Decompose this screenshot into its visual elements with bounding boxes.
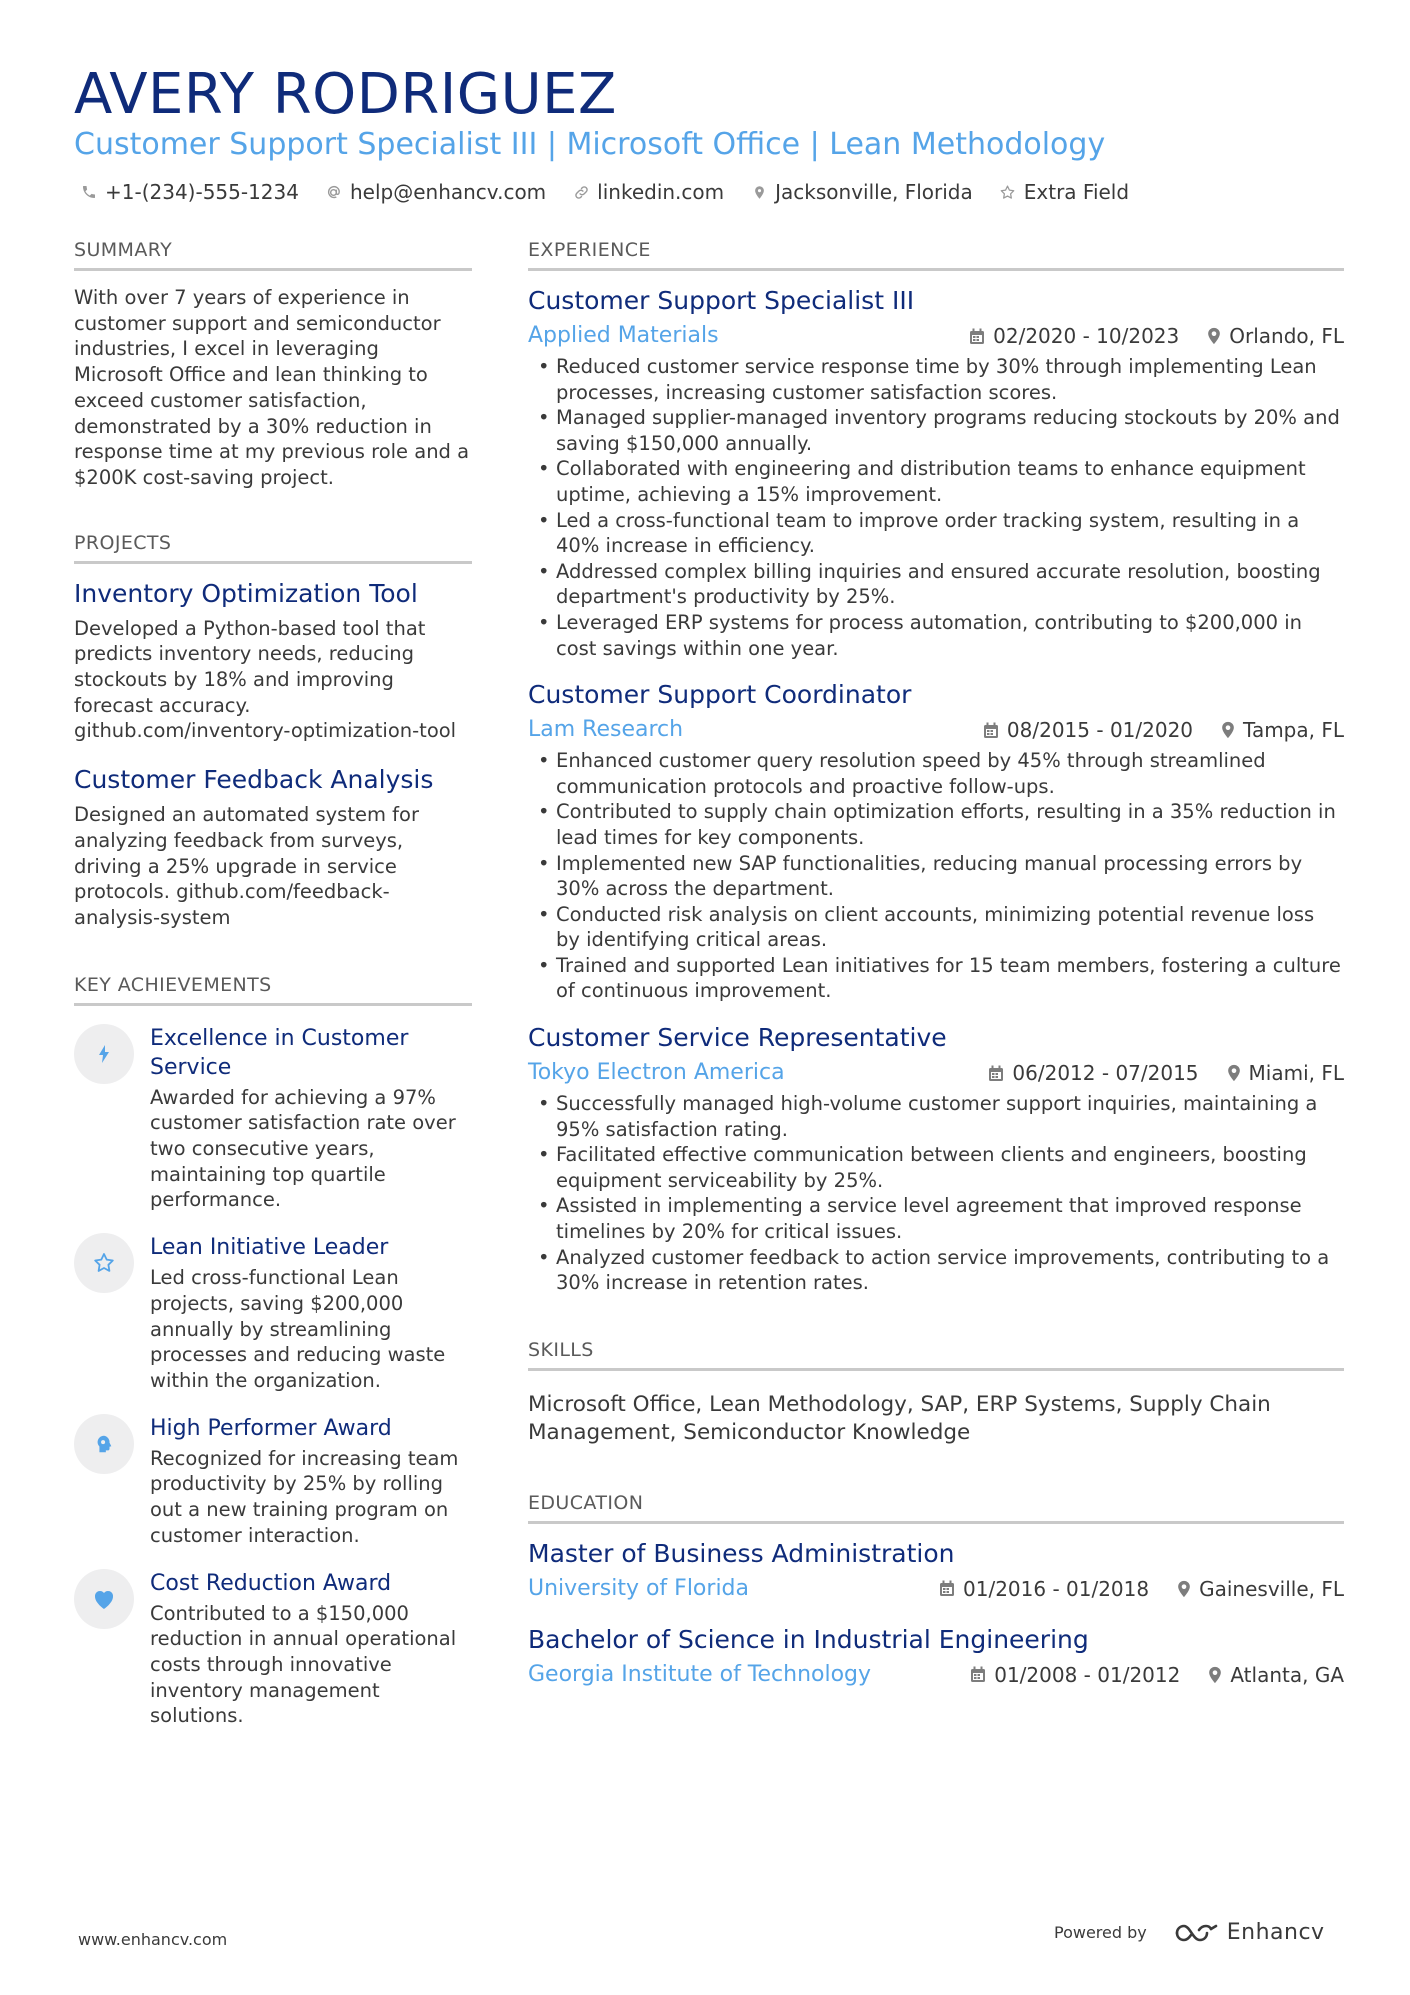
candidate-headline: Customer Support Specialist III | Microsoft Office | Lean Methodology xyxy=(74,127,1106,162)
contact-email-text: help@enhancv.com xyxy=(349,180,547,204)
location-icon xyxy=(1207,327,1221,345)
phone-icon xyxy=(80,183,98,201)
bolt-icon xyxy=(74,1024,134,1084)
calendar-icon xyxy=(969,328,985,345)
education-section xyxy=(528,1489,1344,1690)
contact-phone[interactable] xyxy=(80,178,299,206)
contact-location-text: Jacksonville, Florida xyxy=(775,180,973,204)
experience-section xyxy=(528,236,1344,1296)
achievement-desc: Contributed to a $150,000 reduction in annual operational costs through innovative inventory management solutions. xyxy=(150,1601,457,1728)
projects-heading: PROJECTS xyxy=(74,529,472,564)
location-icon xyxy=(1208,1666,1222,1684)
achievement-desc: Recognized for increasing team productivity by 25% by rolling out a new training program on customer interaction. xyxy=(150,1446,459,1547)
education-location: Atlanta, GA xyxy=(1230,1662,1344,1687)
job-title: Customer Support Specialist III xyxy=(528,286,915,315)
achievement-item xyxy=(74,1024,472,1214)
achievement-desc: Led cross-functional Lean projects, saving $200,000 annually by streamlining processes and reducing waste within the organization. xyxy=(150,1266,446,1392)
job-bullet: • Analyzed customer feedback to action service improvements, contributing to a 30% increase in retention rates. xyxy=(528,1245,1344,1296)
job-dates: 02/2020 - 10/2023 xyxy=(993,324,1180,348)
job-bullet: • Collaborated with engineering and distribution teams to enhance equipment uptime, achieving a 15% improvement. xyxy=(528,456,1344,507)
job-bullet: • Addressed complex billing inquiries and ensured accurate resolution, boosting department's productivity by 25%. xyxy=(528,559,1344,610)
skills-section xyxy=(528,1336,1344,1447)
job-bullet: • Conducted risk analysis on client accounts, minimizing potential revenue loss by identifying critical areas. xyxy=(528,902,1344,953)
job-title: Customer Support Coordinator xyxy=(528,680,912,710)
job-bullet: • Led a cross-functional team to improve order tracking system, resulting in a 40% increase in efficiency. xyxy=(528,508,1344,559)
job-bullet: • Enhanced customer query resolution speed by 45% through streamlined communication protocols and proactive follow-ups. xyxy=(528,748,1344,799)
achievement-desc: Awarded for achieving a 97% customer satisfaction rate over two consecutive years, maintaining top quartile performance. xyxy=(150,1085,456,1212)
job-title: Customer Service Representative xyxy=(528,1023,947,1053)
location-icon xyxy=(1221,721,1235,739)
footer-website[interactable]: www.enhancv.com xyxy=(78,1930,228,1949)
job-bullets xyxy=(528,748,1344,1004)
achievement-title: Cost Reduction Award xyxy=(150,1570,392,1596)
location-icon xyxy=(1227,1064,1241,1082)
project-desc: Designed an automated system for analyzing feedback from surveys, driving a 25% upgrade in service protocols. github.com/feedback-analysis-system xyxy=(74,803,419,929)
job-bullet: • Assisted in implementing a service level agreement that improved response timelines by 20% for critical issues. xyxy=(528,1193,1344,1244)
contact-linkedin-text: linkedin.com xyxy=(597,180,725,204)
right-column xyxy=(528,236,1344,1690)
education-dates: 01/2008 - 01/2012 xyxy=(994,1662,1181,1687)
education-dates: 01/2016 - 01/2018 xyxy=(963,1576,1150,1601)
contact-location xyxy=(750,178,973,206)
location-icon xyxy=(750,183,768,201)
project-item xyxy=(74,578,472,745)
achievement-title: Lean Initiative Leader xyxy=(150,1235,389,1261)
brand-name: Enhancv xyxy=(1226,1920,1325,1945)
job-bullet: • Contributed to supply chain optimization efforts, resulting in a 35% reduction in lead times for key components. xyxy=(528,799,1344,850)
achievement-title: High Performer Award xyxy=(150,1415,392,1441)
skills-heading: SKILLS xyxy=(528,1336,1344,1371)
company-name: Tokyo Electron America xyxy=(528,1060,785,1086)
job-bullet: • Managed supplier-managed inventory programs reducing stockouts by 20% and saving $150,000 annually. xyxy=(528,405,1344,456)
heart-icon xyxy=(74,1569,134,1629)
footer-branding xyxy=(1054,1920,1325,1945)
job-bullets xyxy=(528,1091,1344,1296)
achievement-item xyxy=(74,1569,472,1730)
contact-extra-text: Extra Field xyxy=(1023,180,1130,204)
company-name: Lam Research xyxy=(528,717,684,743)
calendar-icon xyxy=(983,722,999,739)
candidate-name: AVERY RODRIGUEZ xyxy=(74,62,617,127)
school-name: University of Florida xyxy=(528,1575,749,1601)
star-icon xyxy=(999,183,1017,201)
achievements-section xyxy=(74,971,472,1729)
achievement-item xyxy=(74,1233,472,1394)
achievements-heading: KEY ACHIEVEMENTS xyxy=(74,971,472,1006)
summary-heading: SUMMARY xyxy=(74,236,472,271)
contact-bar xyxy=(80,178,1129,206)
summary-section xyxy=(74,236,472,491)
enhancv-logo[interactable] xyxy=(1173,1920,1325,1945)
education-heading: EDUCATION xyxy=(528,1489,1344,1524)
job-bullets xyxy=(528,354,1344,661)
job-location: Orlando, FL xyxy=(1229,324,1344,348)
education-location: Gainesville, FL xyxy=(1199,1576,1344,1601)
job-bullet: • Trained and supported Lean initiatives for 15 team members, fostering a culture of continuous improvement. xyxy=(528,953,1344,1004)
at-icon xyxy=(325,183,343,201)
contact-phone-text: +1-(234)-555-1234 xyxy=(105,180,299,204)
achievement-title: Excellence in Customer Service xyxy=(150,1025,409,1080)
powered-by-text: Powered by xyxy=(1054,1923,1147,1942)
experience-heading: EXPERIENCE xyxy=(528,236,1344,271)
contact-email[interactable] xyxy=(325,178,546,206)
location-icon xyxy=(1177,1580,1191,1598)
project-title: Customer Feedback Analysis xyxy=(74,765,434,795)
head-icon xyxy=(74,1414,134,1474)
job-bullet: • Facilitated effective communication between clients and engineers, boosting equipment serviceability by 25%. xyxy=(528,1142,1344,1193)
job-dates: 08/2015 - 01/2020 xyxy=(1006,718,1194,743)
school-name: Georgia Institute of Technology xyxy=(528,1661,872,1687)
degree-title: Master of Business Administration xyxy=(528,1538,955,1568)
job-bullet: • Reduced customer service response time by 30% through implementing Lean processes, increasing customer satisfaction scores. xyxy=(528,354,1344,405)
contact-extra xyxy=(999,178,1129,206)
job-entry xyxy=(528,285,1344,661)
job-bullet: • Implemented new SAP functionalities, reducing manual processing errors by 30% across the department. xyxy=(528,851,1344,902)
achievement-item xyxy=(74,1414,472,1549)
job-location: Miami, FL xyxy=(1248,1061,1344,1086)
job-entry xyxy=(528,679,1344,1004)
job-bullet: • Successfully managed high-volume customer support inquiries, maintaining a 95% satisfaction rating. xyxy=(528,1091,1344,1142)
project-desc: Developed a Python-based tool that predicts inventory needs, reducing stockouts by 18% and improving forecast accuracy. github.com/inventory-optimization-tool xyxy=(74,616,457,743)
company-name: Applied Materials xyxy=(528,323,719,348)
star-icon xyxy=(74,1233,134,1293)
job-location: Tampa, FL xyxy=(1243,718,1344,743)
skills-text: Microsoft Office, Lean Methodology, SAP, ERP Systems, Supply Chain Management, Semiconductor Knowledge xyxy=(528,1391,1271,1445)
calendar-icon xyxy=(939,1580,955,1597)
left-column xyxy=(74,236,472,1729)
education-entry xyxy=(528,1624,1344,1690)
projects-section xyxy=(74,529,472,931)
infinity-logo-icon xyxy=(1173,1921,1219,1945)
project-item xyxy=(74,764,472,931)
link-icon xyxy=(572,183,590,201)
project-title: Inventory Optimization Tool xyxy=(74,578,418,608)
job-entry xyxy=(528,1022,1344,1296)
calendar-icon xyxy=(988,1065,1004,1082)
summary-text: With over 7 years of experience in customer support and semiconductor industries, I excel in leveraging Microsoft Office and lean thinking to exceed customer satisfaction, demonstrated by a 30% reduction in response time at my previous role and a $200K cost-saving project. xyxy=(74,286,470,489)
degree-title: Bachelor of Science in Industrial Engineering xyxy=(528,1624,1089,1654)
job-dates: 06/2012 - 07/2015 xyxy=(1012,1061,1199,1086)
contact-linkedin[interactable] xyxy=(572,178,724,206)
education-entry xyxy=(528,1538,1344,1604)
calendar-icon xyxy=(970,1666,986,1683)
job-bullet: • Leveraged ERP systems for process automation, contributing to $200,000 in cost savings within one year. xyxy=(528,610,1344,661)
